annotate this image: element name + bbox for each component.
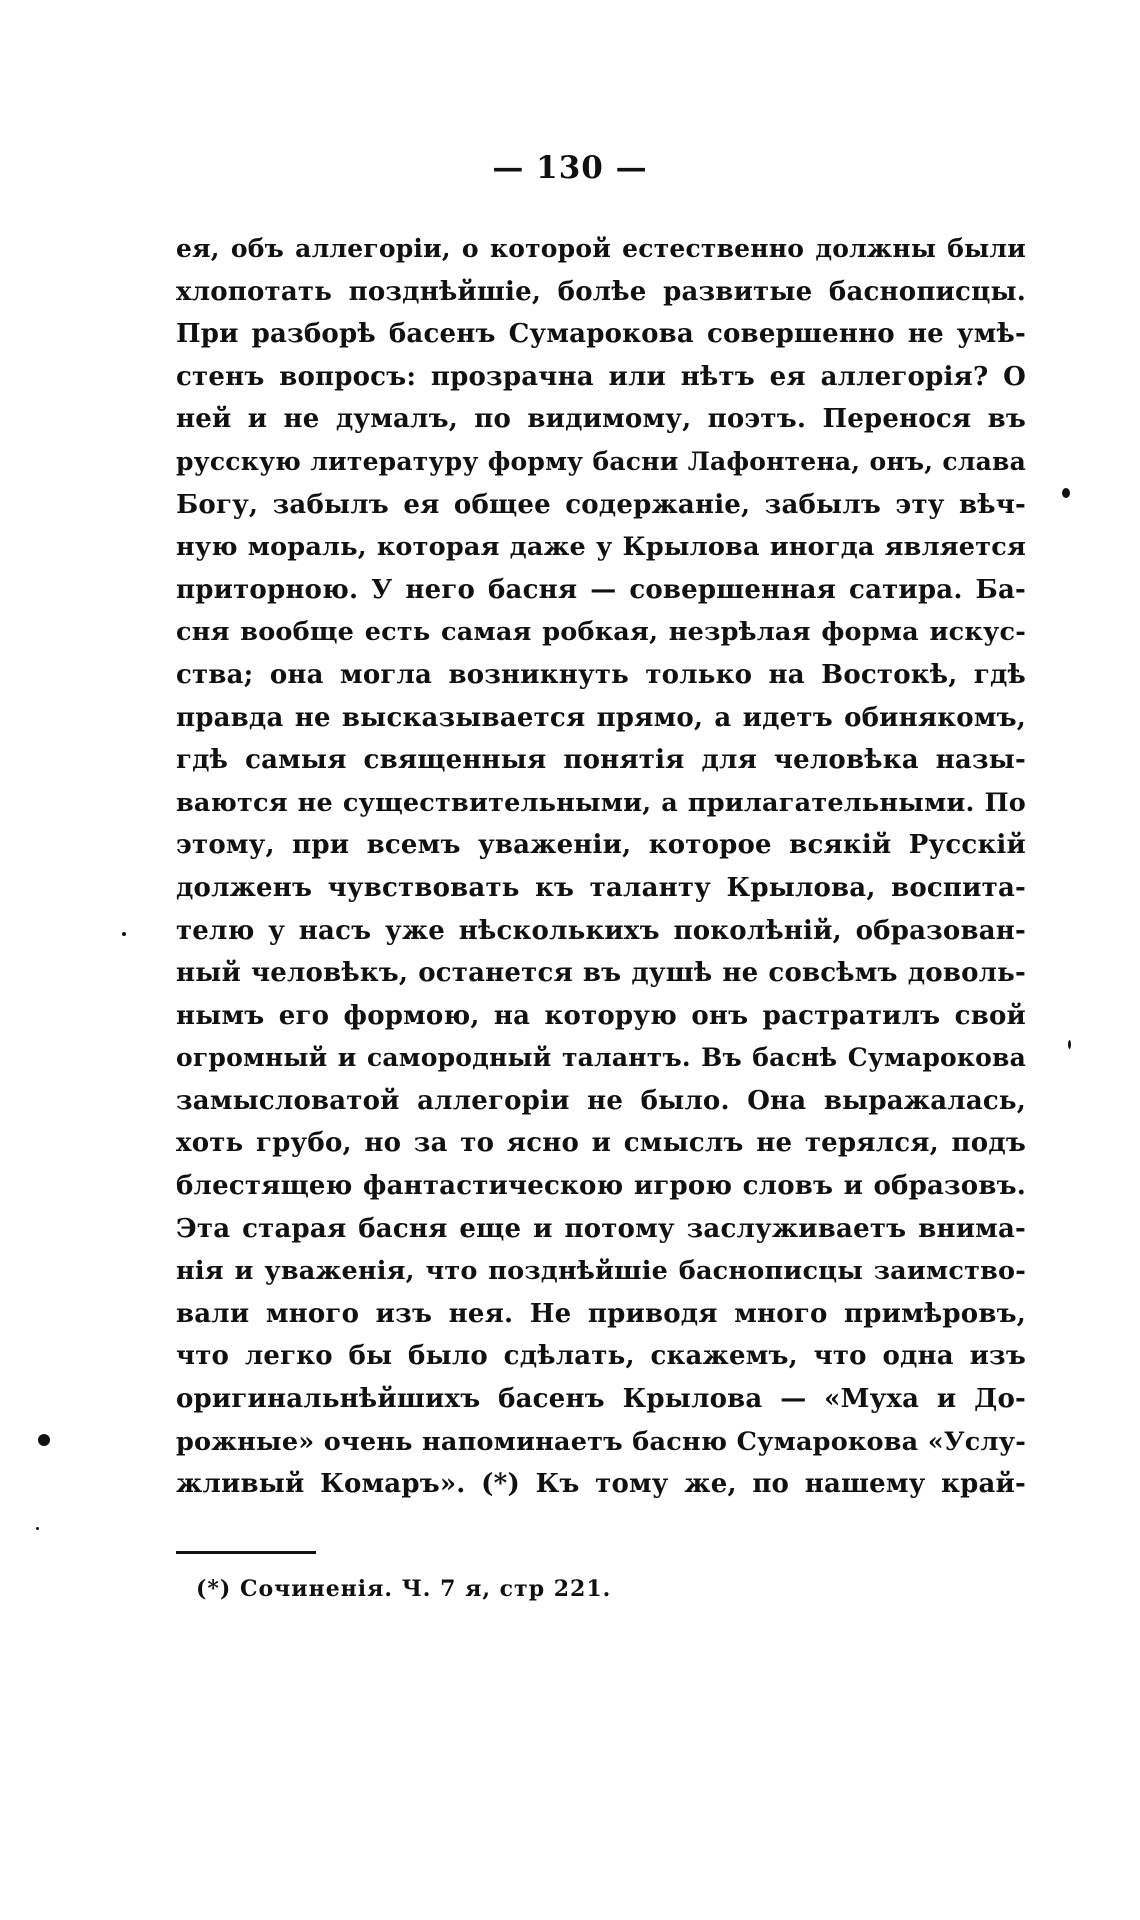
text-line: рожные» очень напоминаетъ басню Сумарокова «Услу- bbox=[176, 1426, 1026, 1457]
text-line: хоть грубо, но за то ясно и смыслъ не терялся, подъ bbox=[176, 1128, 1026, 1159]
text-line: ея, объ аллегоріи, о которой естественно должны были bbox=[176, 234, 1026, 263]
footnote-divider bbox=[176, 1551, 316, 1554]
text-line: ваются не существительными, а прилагательными. По bbox=[176, 787, 1026, 818]
scan-speck bbox=[36, 1527, 39, 1530]
text-line: При разборѣ басенъ Сумарокова совершенно не умѣ- bbox=[176, 319, 1026, 350]
body-text bbox=[176, 228, 1026, 1506]
text-line: приторною. У него басня — совершенная сатира. Ба- bbox=[176, 574, 1026, 605]
scan-speck bbox=[1062, 488, 1070, 498]
text-line: вали много изъ нея. Не приводя много примѣровъ, bbox=[176, 1298, 1026, 1329]
text-line: нія и уваженія, что позднѣйшіе баснописцы заимство- bbox=[176, 1256, 1026, 1287]
text-line: ную мораль, которая даже у Крылова иногда является bbox=[176, 532, 1026, 563]
text-line: блестящею фантастическою игрою словъ и образовъ. bbox=[176, 1171, 1026, 1202]
text-line: этому, при всемъ уваженіи, которое всякій Русскій bbox=[176, 830, 1026, 861]
footnote: (*) Сочиненія. Ч. 7 я, стр 221. bbox=[196, 1576, 612, 1602]
text-line: ней и не думалъ, по видимому, поэтъ. Перенося въ bbox=[176, 404, 1026, 435]
text-line: Богу, забылъ ея общее содержаніе, забылъ эту вѣч- bbox=[176, 489, 1026, 520]
text-line: стенъ вопросъ: прозрачна или нѣтъ ея аллегорія? О bbox=[176, 361, 1026, 392]
text-line: гдѣ самыя священныя понятія для человѣка назы- bbox=[176, 745, 1026, 776]
text-line: нымъ его формою, на которую онъ растратилъ свой bbox=[176, 1000, 1026, 1031]
text-line: ства; она могла возникнуть только на Востокѣ, гдѣ bbox=[176, 659, 1026, 690]
text-line: Эта старая басня еще и потому заслуживаетъ внима- bbox=[176, 1213, 1026, 1244]
text-line: сня вообще есть самая робкая, незрѣлая форма искус- bbox=[176, 617, 1026, 648]
scan-speck bbox=[122, 932, 126, 936]
page-number: — 130 — bbox=[492, 150, 648, 186]
scan-speck bbox=[1068, 1040, 1071, 1049]
text-line: русскую литературу форму басни Лафонтена, онъ, слава bbox=[176, 446, 1026, 476]
text-line: огромный и самородный талантъ. Въ баснѣ Сумарокова bbox=[176, 1043, 1026, 1073]
text-line: телю у насъ уже нѣсколькихъ поколѣній, образован- bbox=[176, 915, 1026, 946]
text-line: долженъ чувствовать къ таланту Крылова, воспита- bbox=[176, 872, 1026, 903]
text-line: оригинальнѣйшихъ басенъ Крылова — «Муха и До- bbox=[176, 1384, 1026, 1415]
text-line: жливый Комаръ». (*) Къ тому же, по нашему край- bbox=[176, 1469, 1026, 1500]
text-line: что легко бы было сдѣлать, скажемъ, что одна изъ bbox=[176, 1341, 1026, 1372]
text-line: правда не высказывается прямо, а идетъ обинякомъ, bbox=[176, 702, 1026, 733]
text-line: ный человѣкъ, останется въ душѣ не совсѣмъ доволь- bbox=[176, 958, 1026, 989]
scan-speck bbox=[38, 1434, 50, 1446]
text-line: хлопотать позднѣйшіе, болѣе развитые баснописцы. bbox=[176, 276, 1026, 307]
text-line: замысловатой аллегоріи не было. Она выражалась, bbox=[176, 1085, 1026, 1116]
